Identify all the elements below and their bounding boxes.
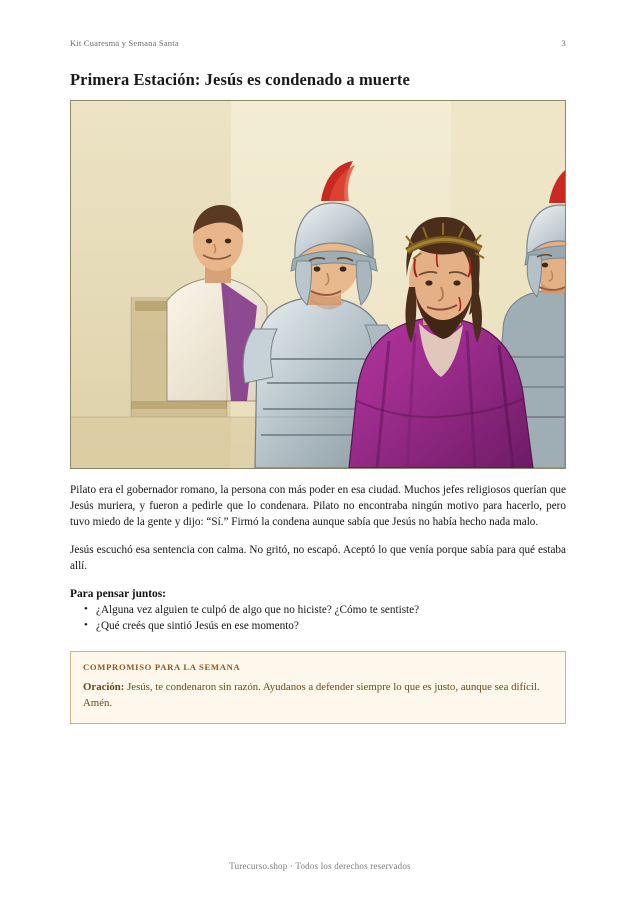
- body-paragraph-2: Jesús escuchó esa sentencia con calma. No gritó, no escapó. Aceptó lo que venía porque sabía para qué estaba allí.: [70, 543, 566, 572]
- body-paragraph-1: Pilato era el gobernador romano, la persona con más poder en esa ciudad. Muchos jefes religiosos querían que Jesús muriera, y fueron a pedirle que lo condenara. Pilato no encontraba ningún motivo para hacerlo, pero tuvo miedo de la gente y dijo: “Sí.” Firmó la condena aunque sabía que Jesús no había hecho nada malo.: [70, 484, 566, 528]
- callout-label: Oración:: [83, 681, 125, 694]
- list-item: • ¿Alguna vez alguien te culpó de algo que no hiciste? ¿Cómo te sentiste?: [86, 602, 566, 619]
- question-list: [70, 602, 566, 636]
- header-page-number: 3: [561, 38, 566, 48]
- station-illustration: [70, 100, 566, 469]
- weekly-commitment-callout: [70, 651, 566, 724]
- page-content: [70, 38, 566, 724]
- think-together-heading: Para pensar juntos:: [70, 587, 166, 600]
- callout-body: [83, 680, 553, 711]
- illustration-artwork: [71, 101, 565, 468]
- page-header: [70, 38, 566, 48]
- header-title: Kit Cuaresma y Semana Santa: [70, 38, 179, 48]
- callout-title: COMPROMISO PARA LA SEMANA: [83, 662, 241, 673]
- page-title: Primera Estación: Jesús es condenado a muerte: [70, 70, 410, 89]
- callout-prayer-text: Jesús, te condenaron sin razón. Ayudanos a defender siempre lo que es justo, aunque sea difícil. Amén.: [83, 681, 540, 709]
- page-footer: Turecurso.shop · Todos los derechos reservados: [229, 861, 411, 871]
- list-item: • ¿Qué creés que sintió Jesús en ese momento?: [86, 618, 566, 635]
